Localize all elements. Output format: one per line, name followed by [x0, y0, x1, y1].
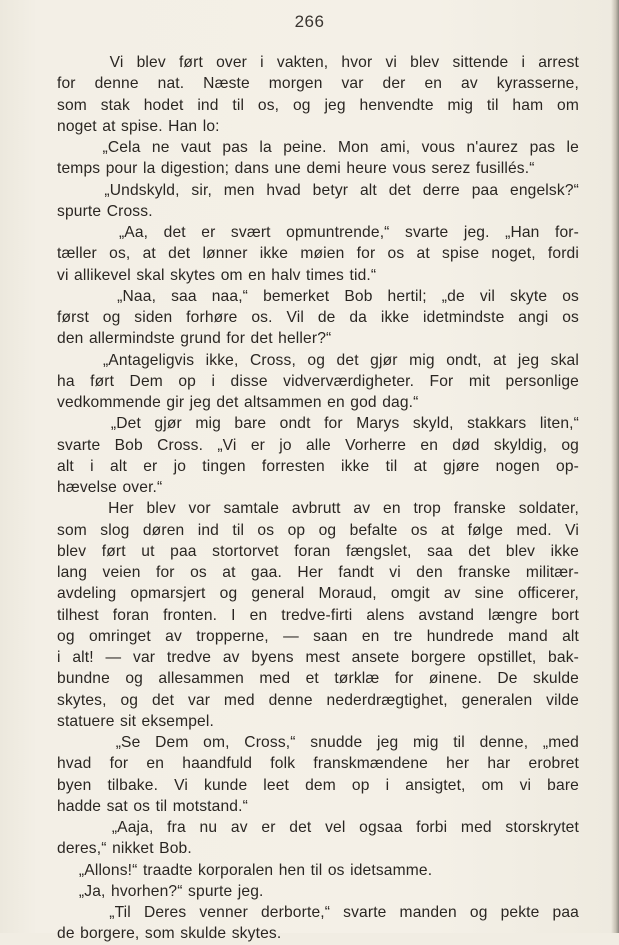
text-line: svarte Bob Cross. „Vi er jo alle Vorherre en død skyldig, og: [57, 436, 579, 454]
text-line: noget at spise. Han lo:: [57, 117, 220, 135]
text-line: „Naa, saa naa,“ bemerket Bob hertil; „de vil skyte os: [57, 287, 579, 305]
text-line: og omringet av tropperne, — saan en tre hundrede mand alt: [57, 627, 579, 645]
text-line: i alt! — var tredve av byens mest ansete borgere opstillet, bak-: [57, 649, 579, 666]
text-line: tilhest foran fronten. I en tredve-firti alens avstand længre bort: [57, 606, 579, 624]
text-line: den allermindste grund for det heller?“: [57, 330, 332, 348]
text-line: tæller os, at det lønner ikke møien for os at spise noget, fordi: [57, 245, 579, 263]
text-line: „Aaja, fra nu av er det vel ogsaa forbi med storskrytet: [57, 819, 579, 836]
text-line: som slog døren ind til os op og befalte os at følge med. Vi: [57, 521, 579, 539]
text-line: byen tilbake. Vi kunde leet dem op i ansigtet, om vi bare: [57, 776, 579, 794]
text-line: for denne nat. Næste morgen var der en av kyrasserne,: [57, 75, 579, 93]
text-line: bundne og allesammen med et tørklæ for øinene. De skulde: [57, 670, 579, 688]
text-line: Vi blev ført over i vakten, hvor vi blev sittende i arrest: [57, 54, 579, 71]
text-line: de borgere, som skulde skytes.: [57, 925, 282, 943]
text-line: „Cela ne vaut pas la peine. Mon ami, vous n'aurez pas le: [57, 139, 579, 156]
text-line: skytes, og det var med denne nederdrægtighet, generalen vilde: [57, 691, 579, 709]
text-line: vi allikevel skal skytes om en halv times tid.“: [57, 266, 377, 284]
text-line: lang veien for os at gaa. Her fandt vi den franske militær-: [57, 564, 579, 581]
text-line: deres,“ nikket Bob.: [57, 840, 192, 858]
text-line: som stak hodet ind til os, og jeg henvendte mig til ham om: [57, 96, 579, 114]
page-number: 266: [294, 12, 325, 31]
text-line: statuere sit eksempel.: [57, 712, 214, 730]
text-line: Her blev vor samtale avbrutt av en trop franske soldater,: [57, 500, 579, 518]
text-line: „Antageligvis ikke, Cross, og det gjør mig ondt, at jeg skal: [57, 351, 579, 369]
text-line: avdeling opmarsjert og general Moraud, omgit av sine officerer,: [57, 585, 579, 603]
text-line: „Det gjør mig bare ondt for Marys skyld, stakkars liten,“: [57, 415, 579, 433]
body-text: [57, 52, 579, 945]
text-line: ha ført Dem op i disse vidverværdigheter. For mit personlige: [57, 372, 579, 390]
text-line: først og siden forhøre os. Vil de da ikke idetmindste angi os: [57, 309, 579, 326]
text-line: blev ført ut paa stortorvet foran fængslet, saa det blev ikke: [57, 542, 579, 560]
text-line: „Allons!“ traadte korporalen hen til os idetsamme.: [57, 861, 433, 879]
text-line: temps pour la digestion; dans une demi heure vous serez fusillés.“: [57, 160, 535, 178]
text-line: vedkommende gir jeg det altsammen en god dag.“: [57, 394, 419, 411]
text-line: „Til Deres venner derborte,“ svarte manden og pekte paa: [57, 904, 579, 921]
text-line: hvad for en haandfuld folk franskmændene her har erobret: [57, 755, 579, 773]
text-line: „Se Dem om, Cross,“ snudde jeg mig til denne, „med: [57, 734, 579, 751]
text-line: „Aa, det er svært opmuntrende,“ svarte jeg. „Han for-: [57, 224, 579, 241]
text-line: spurte Cross.: [57, 202, 153, 220]
text-line: hadde sat os til motstand.“: [57, 797, 248, 815]
text-line: hævelse over.“: [57, 479, 163, 496]
text-line: „Undskyld, sir, men hvad betyr alt det derre paa engelsk?“: [57, 181, 579, 199]
page-edge-shadow: [611, 0, 619, 933]
text-line: „Ja, hvorhen?“ spurte jeg.: [57, 882, 264, 900]
text-line: alt i alt er jo tingen forresten ikke til at gjøre nogen op-: [57, 457, 579, 475]
